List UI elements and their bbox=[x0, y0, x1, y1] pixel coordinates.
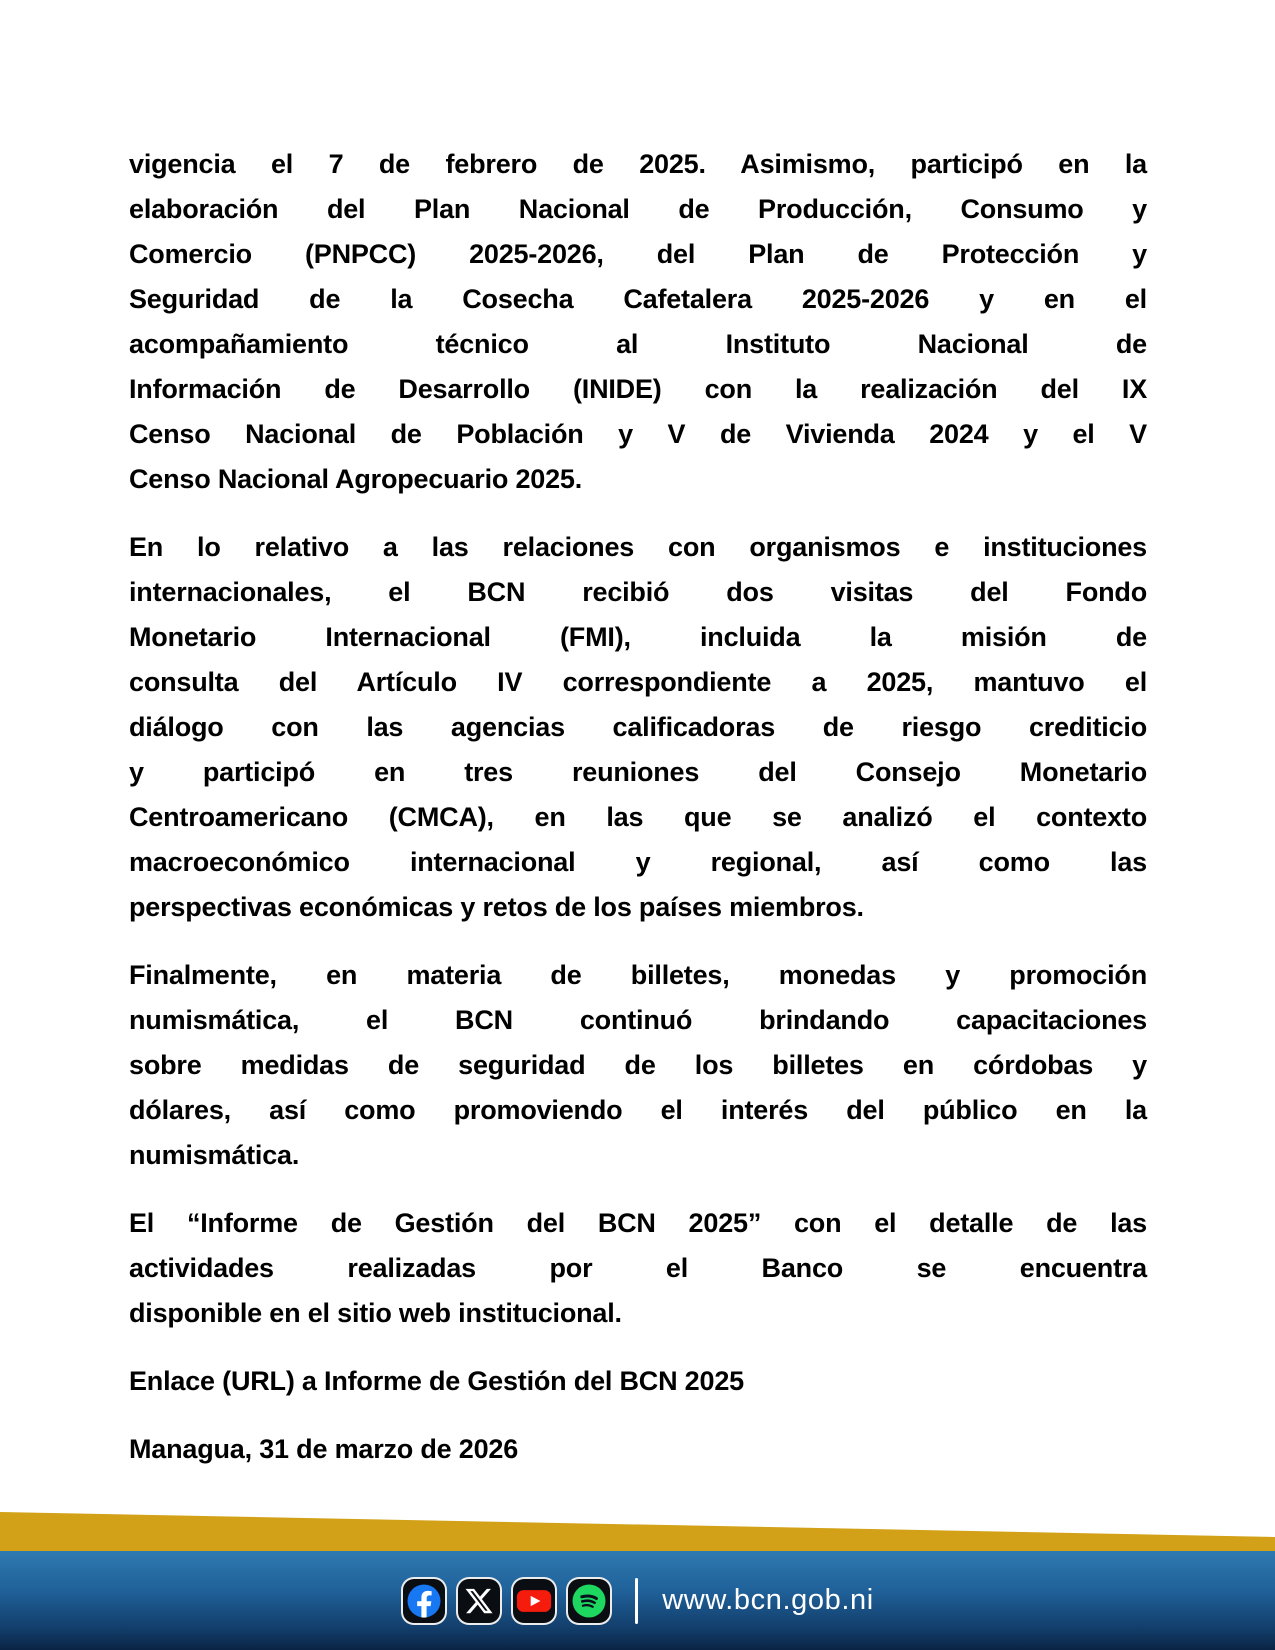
footer-content-row bbox=[401, 1577, 874, 1625]
paragraph-line: Finalmente, en materia de billetes, monedas y promoción bbox=[129, 960, 1147, 990]
paragraph bbox=[129, 1201, 1147, 1336]
paragraph-line: Centroamericano (CMCA), en las que se analizó el contexto bbox=[129, 802, 1147, 832]
paragraph-line: diálogo con las agencias calificadoras de riesgo crediticio bbox=[129, 712, 1147, 742]
paragraph bbox=[129, 953, 1147, 1178]
paragraph-line: Información de Desarrollo (INIDE) con la realización del IX bbox=[129, 374, 1147, 404]
paragraph-line: elaboración del Plan Nacional de Producción, Consumo y bbox=[129, 194, 1147, 224]
paragraph bbox=[129, 1427, 1147, 1472]
paragraph bbox=[129, 525, 1147, 930]
paragraph-line: El “Informe de Gestión del BCN 2025” con el detalle de las bbox=[129, 1208, 1147, 1238]
paragraph-line: macroeconómico internacional y regional, así como las bbox=[129, 847, 1147, 877]
x-twitter-icon[interactable] bbox=[456, 1577, 502, 1625]
paragraph-line: disponible en el sitio web institucional. bbox=[129, 1298, 622, 1328]
paragraph-line: Censo Nacional de Población y V de Vivienda 2024 y el V bbox=[129, 419, 1147, 449]
website-link[interactable]: www.bcn.gob.ni bbox=[662, 1584, 874, 1616]
paragraph-line: Monetario Internacional (FMI), incluida la misión de bbox=[129, 622, 1147, 652]
paragraph-line: En lo relativo a las relaciones con organismos e instituciones bbox=[129, 532, 1147, 562]
paragraph-line: actividades realizadas por el Banco se encuentra bbox=[129, 1253, 1147, 1283]
paragraph-line: dólares, así como promoviendo el interés del público en la bbox=[129, 1095, 1147, 1125]
paragraph bbox=[129, 142, 1147, 502]
paragraph-line: numismática, el BCN continuó brindando capacitaciones bbox=[129, 1005, 1147, 1035]
document-body bbox=[129, 142, 1147, 1495]
paragraph-line: Seguridad de la Cosecha Cafetalera 2025-2026 y en el bbox=[129, 284, 1147, 314]
paragraph-line: Managua, 31 de marzo de 2026 bbox=[129, 1434, 519, 1464]
paragraph-line: y participó en tres reuniones del Consejo Monetario bbox=[129, 757, 1147, 787]
gold-accent-band bbox=[0, 1512, 1275, 1551]
paragraph-line: consulta del Artículo IV correspondiente a 2025, mantuvo el bbox=[129, 667, 1147, 697]
paragraph-line: Comercio (PNPCC) 2025-2026, del Plan de Protección y bbox=[129, 239, 1147, 269]
paragraph-line: sobre medidas de seguridad de los billetes en córdobas y bbox=[129, 1050, 1147, 1080]
footer-divider bbox=[635, 1578, 638, 1624]
blue-footer-band bbox=[0, 1551, 1275, 1650]
paragraph-line: vigencia el 7 de febrero de 2025. Asimismo, participó en la bbox=[129, 149, 1147, 179]
paragraph-line: internacionales, el BCN recibió dos visitas del Fondo bbox=[129, 577, 1147, 607]
paragraph-line: Enlace (URL) a Informe de Gestión del BCN 2025 bbox=[129, 1366, 744, 1396]
paragraph-line: Censo Nacional Agropecuario 2025. bbox=[129, 464, 583, 494]
page-footer bbox=[0, 1512, 1275, 1650]
spotify-icon[interactable] bbox=[566, 1577, 612, 1625]
paragraph-line: acompañamiento técnico al Instituto Nacional de bbox=[129, 329, 1147, 359]
facebook-icon[interactable] bbox=[401, 1577, 447, 1625]
youtube-icon[interactable] bbox=[511, 1577, 557, 1625]
paragraph-line: perspectivas económicas y retos de los países miembros. bbox=[129, 892, 864, 922]
paragraph bbox=[129, 1359, 1147, 1404]
paragraph-line: numismática. bbox=[129, 1140, 300, 1170]
